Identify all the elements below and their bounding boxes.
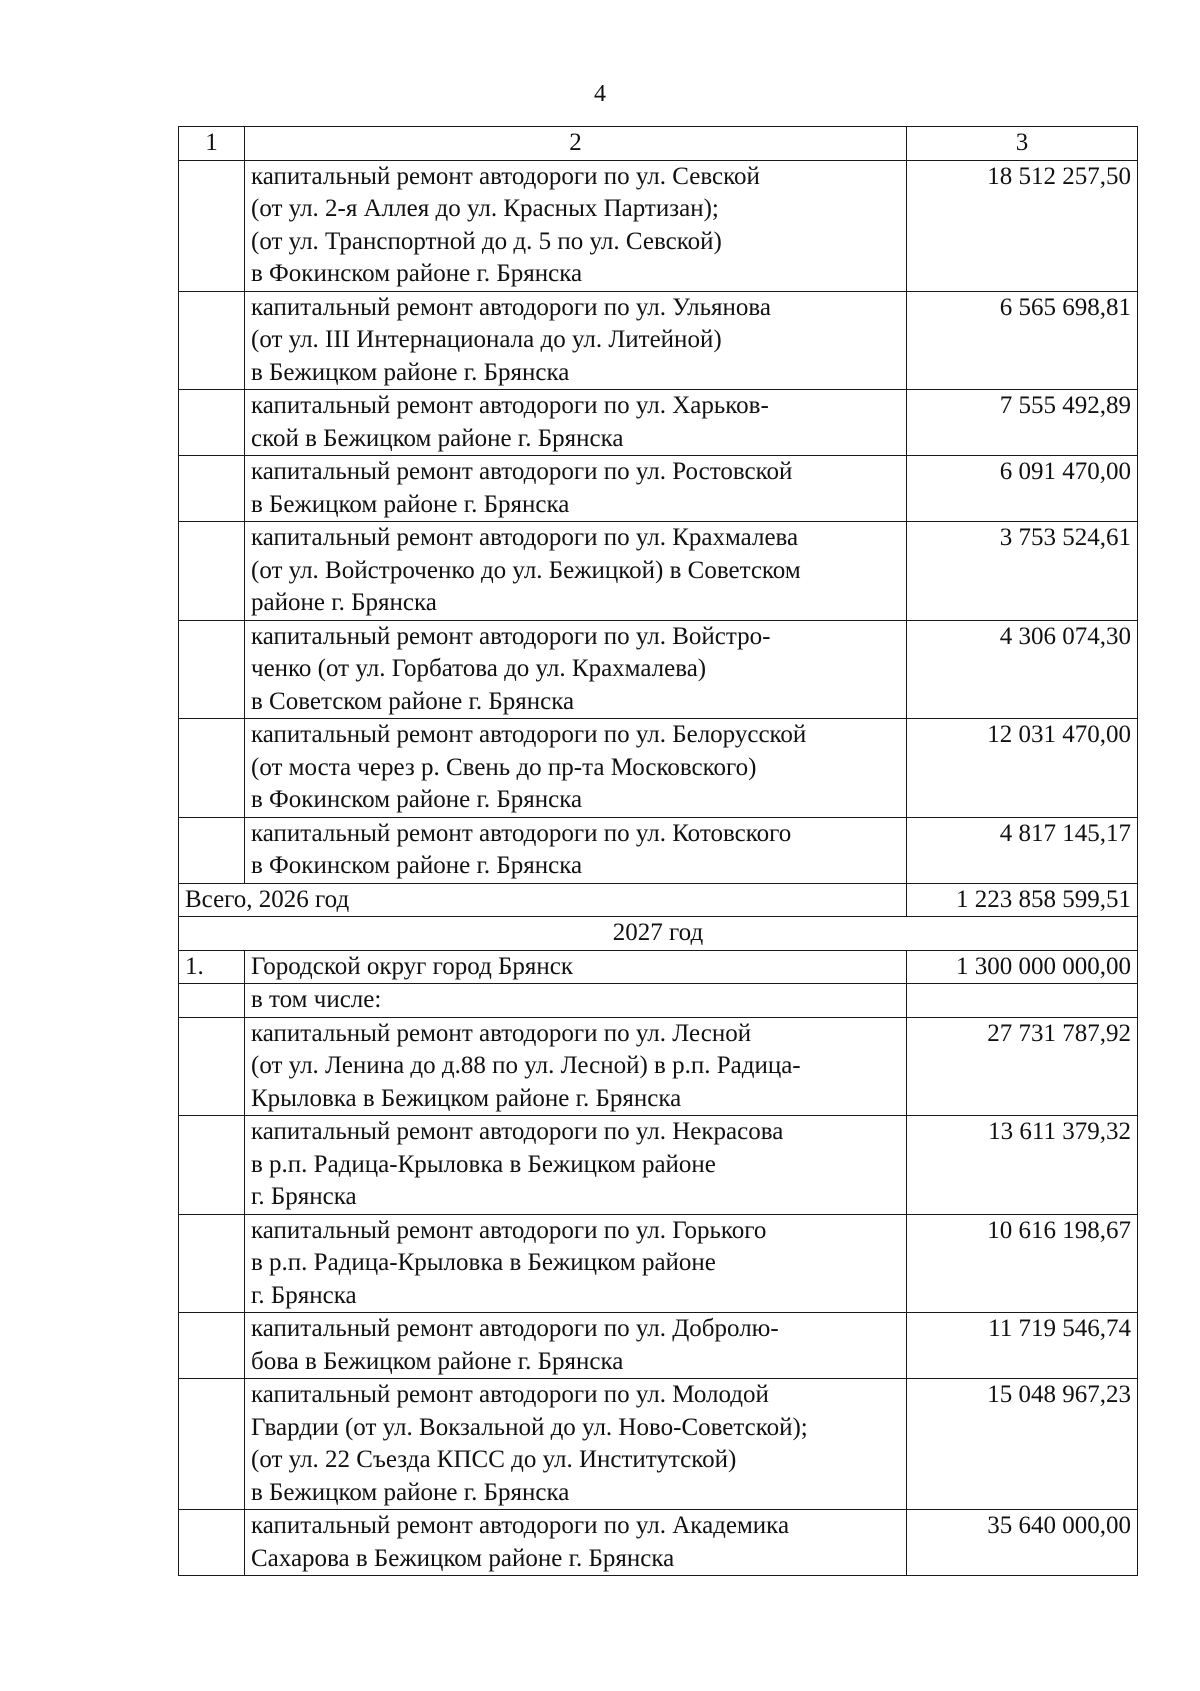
district-row: [179, 950, 1138, 984]
including-row: [179, 984, 1138, 1018]
work-description: капитальный ремонт автодороги по ул. Белорусской (от моста через р. Свень до пр-та Московского) в Фокинском районе г. Брянска: [245, 719, 907, 818]
work-description: капитальный ремонт автодороги по ул. Некрасова в р.п. Радица-Крыловка в Бежицком районе г. Брянска: [245, 1116, 907, 1215]
budget-table: [178, 126, 1138, 1576]
work-description: капитальный ремонт автодороги по ул. Лесной (от ул. Ленина до д.88 по ул. Лесной) в р.п. Радица- Крыловка в Бежицком районе г. Брянска: [245, 1017, 907, 1116]
index-cell: [179, 1116, 245, 1215]
table-row: [179, 719, 1138, 818]
header-col-1: 1: [179, 127, 245, 161]
total-amount: 1 223 858 599,51: [907, 883, 1138, 917]
work-description: капитальный ремонт автодороги по ул. Молодой Гвардии (от ул. Вокзальной до ул. Ново-Советской); (от ул. 22 Съезда КПСС до ул. Институтской) в Бежицком районе г. Брянска: [245, 1379, 907, 1510]
work-amount: 7 555 492,89: [907, 390, 1138, 456]
index-cell: [179, 160, 245, 291]
page-number: 4: [594, 81, 606, 107]
table-row: [179, 1313, 1138, 1379]
index-cell: [179, 291, 245, 390]
work-amount: 4 306 074,30: [907, 620, 1138, 719]
table-row: [179, 291, 1138, 390]
work-description: капитальный ремонт автодороги по ул. Крахмалева (от ул. Войстроченко до ул. Бежицкой) в Советском районе г. Брянска: [245, 522, 907, 621]
work-amount: 6 091 470,00: [907, 456, 1138, 522]
table-row: [179, 160, 1138, 291]
table-row: [179, 456, 1138, 522]
work-amount: 35 640 000,00: [907, 1510, 1138, 1576]
table-row: [179, 522, 1138, 621]
table-header-row: [179, 127, 1138, 161]
work-amount: 27 731 787,92: [907, 1017, 1138, 1116]
district-amount: 1 300 000 000,00: [907, 950, 1138, 984]
work-description: капитальный ремонт автодороги по ул. Харьков- ской в Бежицком районе г. Брянска: [245, 390, 907, 456]
empty-amount-cell: [907, 984, 1138, 1018]
work-amount: 15 048 967,23: [907, 1379, 1138, 1510]
work-description: капитальный ремонт автодороги по ул. Академика Сахарова в Бежицком районе г. Брянска: [245, 1510, 907, 1576]
work-amount: 10 616 198,67: [907, 1214, 1138, 1313]
district-name: Городской округ город Брянск: [245, 950, 907, 984]
table-row: [179, 1116, 1138, 1215]
including-label: в том числе:: [245, 984, 907, 1018]
table-row: [179, 1017, 1138, 1116]
index-cell: [179, 817, 245, 883]
work-description: капитальный ремонт автодороги по ул. Горького в р.п. Радица-Крыловка в Бежицком районе г. Брянска: [245, 1214, 907, 1313]
index-cell: [179, 1214, 245, 1313]
index-cell: [179, 1379, 245, 1510]
total-row-2026: [179, 883, 1138, 917]
work-description: капитальный ремонт автодороги по ул. Добролю- бова в Бежицком районе г. Брянска: [245, 1313, 907, 1379]
work-amount: 13 611 379,32: [907, 1116, 1138, 1215]
header-col-2: 2: [245, 127, 907, 161]
index-cell: [179, 620, 245, 719]
work-description: капитальный ремонт автодороги по ул. Ростовской в Бежицком районе г. Брянска: [245, 456, 907, 522]
work-amount: 11 719 546,74: [907, 1313, 1138, 1379]
header-col-3: 3: [907, 127, 1138, 161]
index-cell: [179, 456, 245, 522]
index-cell: [179, 1313, 245, 1379]
work-amount: 18 512 257,50: [907, 160, 1138, 291]
work-amount: 6 565 698,81: [907, 291, 1138, 390]
table-row: [179, 620, 1138, 719]
work-amount: 3 753 524,61: [907, 522, 1138, 621]
work-amount: 4 817 145,17: [907, 817, 1138, 883]
index-cell: [179, 984, 245, 1018]
table-row: [179, 1379, 1138, 1510]
index-cell: [179, 390, 245, 456]
index-cell: [179, 1510, 245, 1576]
district-index: 1.: [179, 950, 245, 984]
work-description: капитальный ремонт автодороги по ул. Котовского в Фокинском районе г. Брянска: [245, 817, 907, 883]
index-cell: [179, 719, 245, 818]
table-row: [179, 1214, 1138, 1313]
table-row: [179, 1510, 1138, 1576]
work-amount: 12 031 470,00: [907, 719, 1138, 818]
work-description: капитальный ремонт автодороги по ул. Войстро- ченко (от ул. Горбатова до ул. Крахмалева) в Советском районе г. Брянска: [245, 620, 907, 719]
table-row: [179, 817, 1138, 883]
work-description: капитальный ремонт автодороги по ул. Севской (от ул. 2-я Аллея до ул. Красных Партизан); (от ул. Транспортной до д. 5 по ул. Севской) в Фокинском районе г. Брянска: [245, 160, 907, 291]
index-cell: [179, 522, 245, 621]
year-row-2027: [179, 917, 1138, 951]
work-description: капитальный ремонт автодороги по ул. Ульянова (от ул. III Интернационала до ул. Литейной) в Бежицком районе г. Брянска: [245, 291, 907, 390]
table-row: [179, 390, 1138, 456]
total-label: Всего, 2026 год: [179, 883, 907, 917]
index-cell: [179, 1017, 245, 1116]
year-label: 2027 год: [179, 917, 1138, 951]
